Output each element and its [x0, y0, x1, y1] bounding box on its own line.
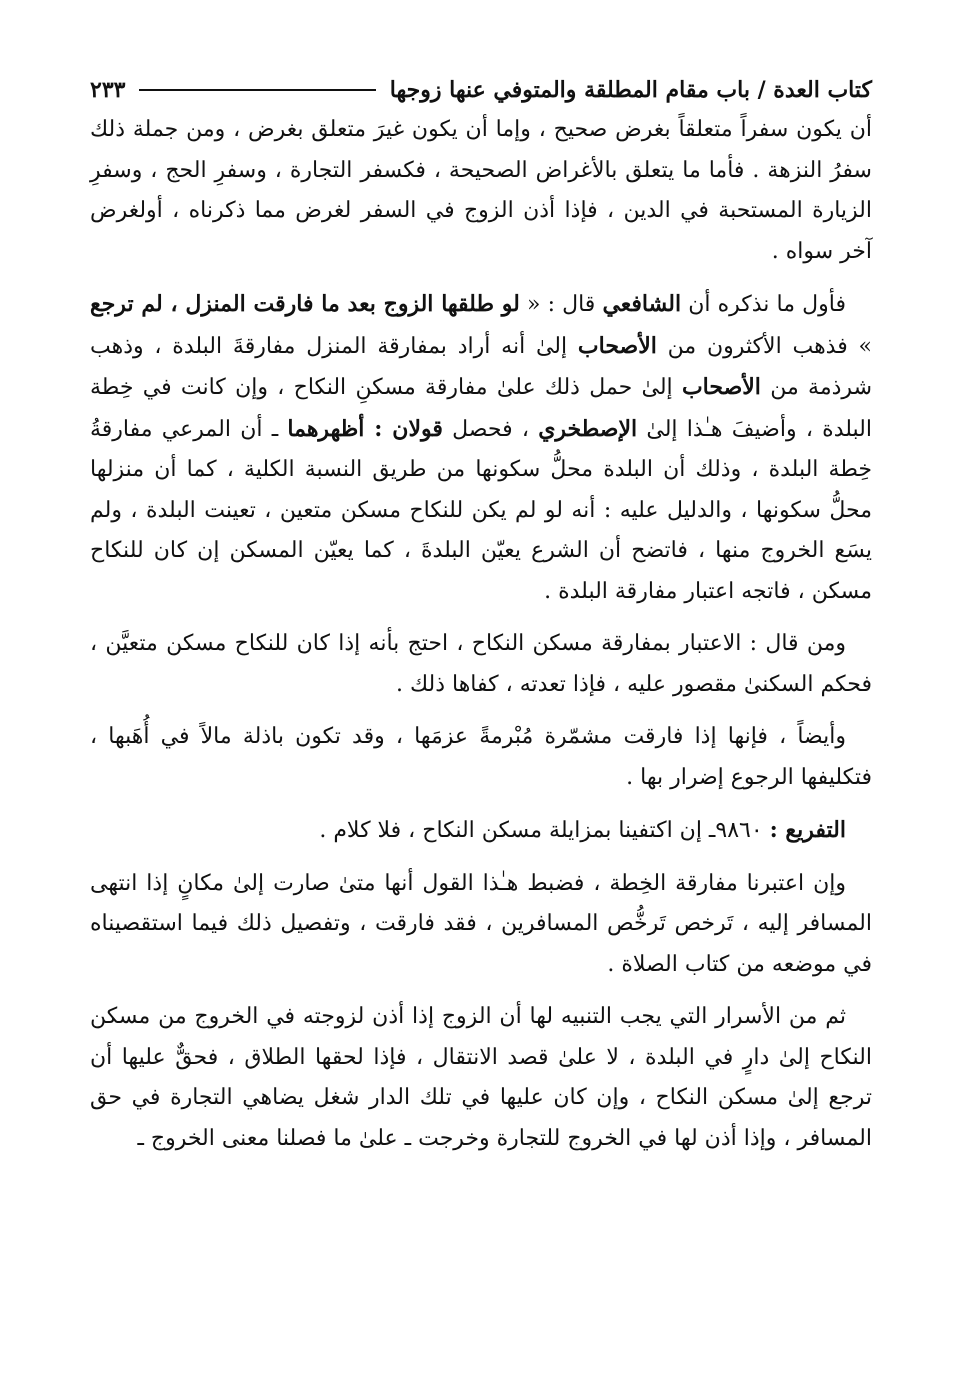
p2-quote: لو طلقها الزوج بعد ما فارقت المنزل ، لم ترجع: [90, 291, 520, 317]
p2-ashab-1: الأصحاب: [577, 332, 657, 359]
p2-text-3: » فذهب الأكثرون من: [656, 333, 872, 359]
tafri-text: ٩٨٦٠ـ إن اكتفينا بمزايلة مسكن النكاح ، فلا كلام .: [319, 818, 770, 843]
paragraph-7: ثم من الأسرار التي يجب التنبيه لها أن الزوج إذا أذن لزوجته في الخروج من مسكن النكاح إلىٰ دارٍ في البلدة ، لا علىٰ قصد الانتقال ، فإذا لحقها الطلاق ، فحقٌّ عليها أن ترجع إلىٰ مسكن النكاح ، وإن كان عليها في تلك الدار شغل يضاهي التجارة في حق المسافر ، وإذا أذن لها في الخروج للتجارة وخرجت ـ علىٰ ما فصلنا معنى الخروج ـ: [90, 1004, 872, 1151]
running-header: [90, 70, 872, 110]
paragraph-4: وأيضاً ، فإنها إذا فارقت مشمّرة مُبْرمةً عزمَها ، وقد تكون باذلة مالاً في أُهَبها ، فتكليفها الرجوع إضرار بها .: [90, 724, 872, 790]
paragraph-5: [90, 810, 872, 852]
p2-name-shafii: الشافعي: [602, 291, 682, 317]
p2-istakhri: الإصطخري: [538, 415, 638, 442]
paragraph-6: وإن اعتبرنا مفارقة الخِطة ، فضبط هـٰذا القول أنها متىٰ صارت إلىٰ مكانٍ إذا انتهى المسافر إليه ، تَرخص تَرخُّص المسافرين ، فقد فارقت ، وتفصيل ذلك فيما استقصيناه في موضعه من كتاب الصلاة .: [90, 870, 872, 977]
tafri-label: التفريع :: [769, 817, 846, 843]
p2-text-5: إلىٰ حمل ذلك علىٰ مفارقة مسكنِ النكاح ، وإن كانت في خِطة البلدة ، وأضيفَ هـٰذا إلىٰ: [90, 375, 872, 442]
p2-text-2: قال : «: [519, 292, 603, 317]
p2-text-4: إلىٰ أنه أراد بمفارقة المنزل مفارقةَ البلدة ، وذهب شرذمة من: [90, 333, 872, 400]
running-title: كتاب العدة / باب مقام المطلقة والمتوفي عنها زوجها: [389, 77, 872, 103]
p2-text-7: ـ أن المرعي مفارقةُ خِطة البلدة ، وذلك أن البلدة محلُّ سكونها من طريق النسبة الكلية ، كما أن منزلها محلُّ سكونها ، والدليل عليه : أنه لو لم يكن للنكاح مسكن متعين ، تعينت البلدة ، ولم يسَع الخروج منها ، فاتضح أن الشرع يعيّن البلدةَ ، كما يعيّن المسكن إن كان للنكاح مسكن ، فاتجه اعتبار مفارقة البلدة .: [90, 416, 872, 604]
paragraph-3: ومن قال : الاعتبار بمفارقة مسكن النكاح ، احتج بأنه إذا كان للنكاح مسكن متعيَّن ، فحكم السكنىٰ مقصور عليه ، فإذا تعدته ، كفاها ذلك .: [90, 631, 872, 697]
paragraph-1: أن يكون سفراً متعلقاً بغرض صحيح ، وإما أن يكون غيرَ متعلق بغرض ، ومن جملة ذلك سفرُ النزهة . فأما ما يتعلق بالأغراض الصحيحة ، فكسفر التجارة ، وسفرِ الحج ، وسفرِ الزيارة المستحبة في الدين ، فإذا أذن الزوج في السفر لغرض مما ذكرناه ، أولغرض آخر سواه .: [90, 117, 872, 264]
p2-text-1: فأول ما نذكره أن: [681, 292, 846, 317]
p2-text-6: ، فحصل: [442, 416, 539, 442]
header-rule: [139, 89, 375, 91]
page-content: [90, 70, 872, 1171]
page-number: ٢٣٣: [90, 77, 126, 103]
paragraph-2: [90, 284, 872, 612]
p2-ashab-2: الأصحاب: [681, 374, 761, 400]
p2-two-opinions: قولان : أظهرهما: [287, 415, 443, 442]
